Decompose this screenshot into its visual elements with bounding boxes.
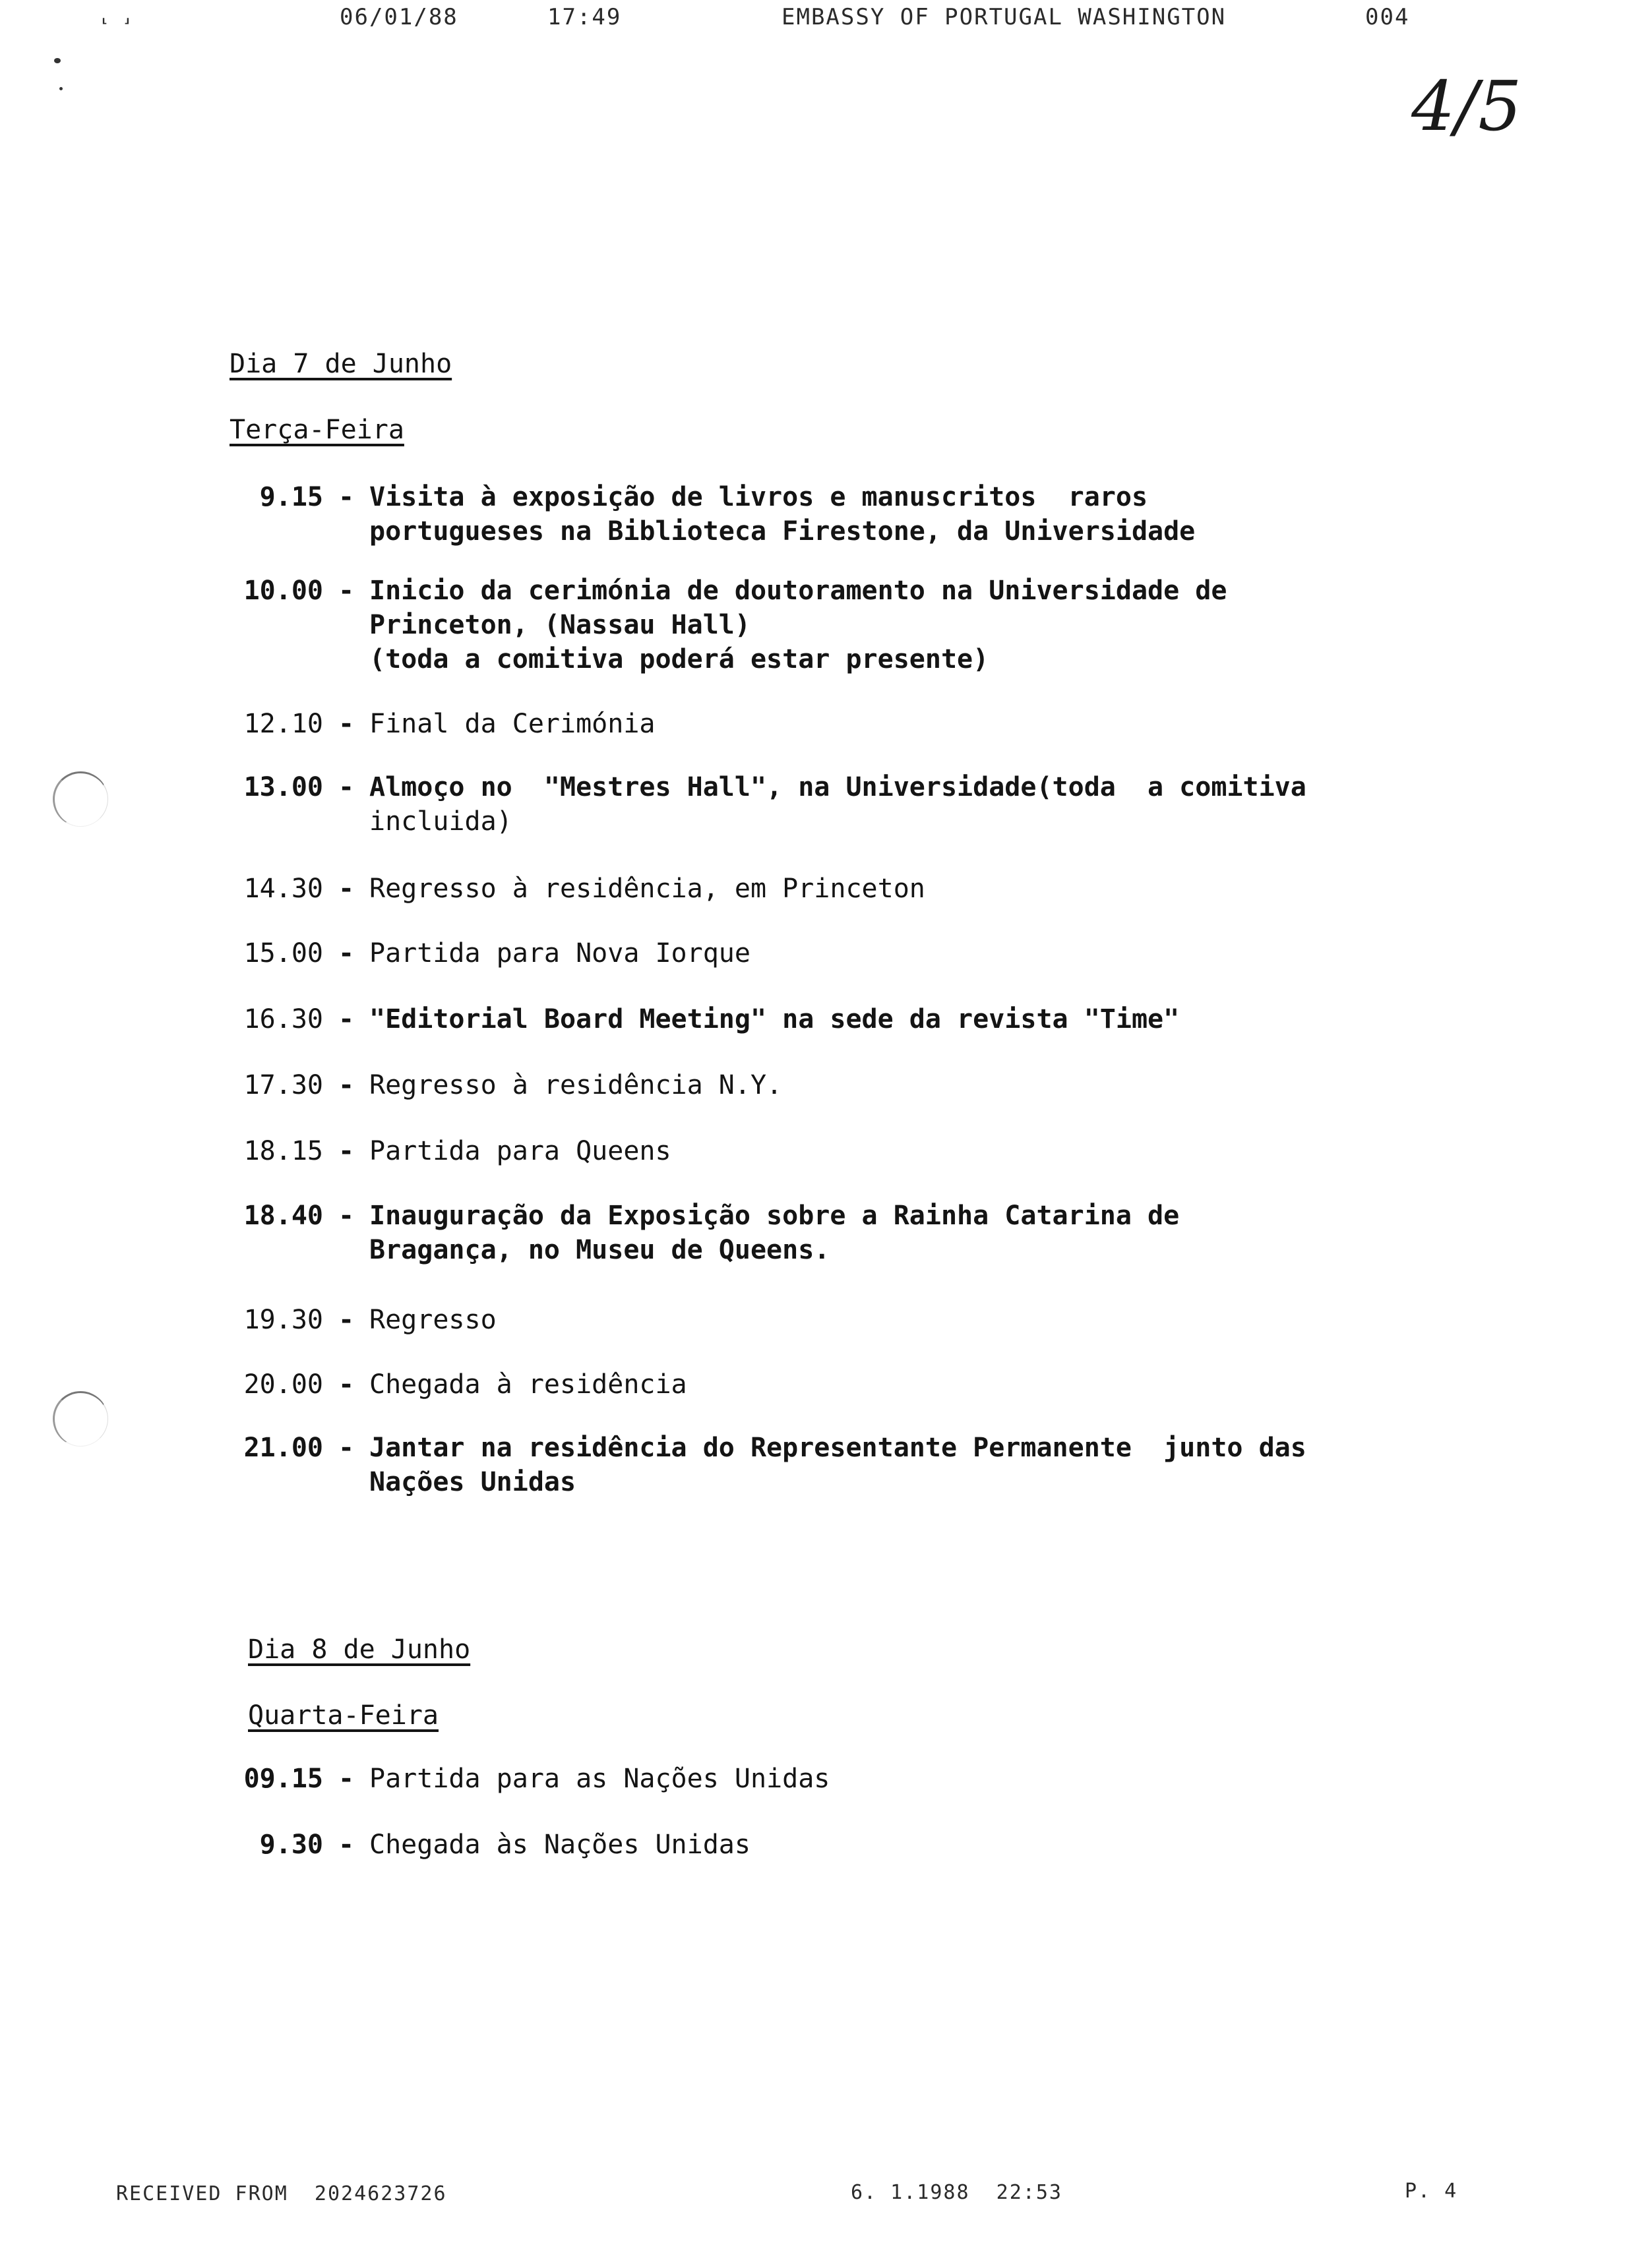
handwritten-page-number: 4/5 <box>1411 66 1522 146</box>
entry-description <box>369 1431 1385 1499</box>
entry-description <box>369 1134 1385 1168</box>
entry-dash: - <box>338 874 355 904</box>
entry-line: incluida) <box>369 806 512 837</box>
entry-description <box>369 1002 1385 1036</box>
entry-line: Partida para Queens <box>369 1136 671 1166</box>
entry-dash: - <box>338 1070 355 1100</box>
schedule-entry <box>198 872 1385 906</box>
fax-header-page-code: 004 <box>1365 4 1410 30</box>
entry-line: Jantar na residência do Representante Permanente junto das <box>369 1433 1306 1463</box>
entry-dash: - <box>338 1433 355 1463</box>
entry-description <box>369 707 1385 741</box>
entry-line: Visita à exposição de livros e manuscritos raros <box>369 482 1148 512</box>
entry-description <box>369 574 1385 676</box>
entry-time: 10.00 <box>243 576 323 606</box>
entry-description <box>369 1828 1385 1862</box>
margin-speck <box>54 58 61 63</box>
entry-description <box>369 1303 1385 1337</box>
fax-footer <box>0 2176 1625 2215</box>
entry-line: Partida para Nova Iorque <box>369 938 751 969</box>
entry-time: 17.30 <box>243 1070 323 1100</box>
schedule-entry <box>198 1762 1385 1796</box>
entry-description <box>369 1199 1385 1267</box>
schedule-entry <box>198 574 1385 676</box>
entry-line: Nações Unidas <box>369 1467 576 1497</box>
entry-description <box>369 872 1385 906</box>
schedule-entry <box>198 1367 1385 1402</box>
schedule-entry <box>198 480 1385 549</box>
entry-line: Inicio da cerimónia de doutoramento na Universidade de <box>369 576 1227 606</box>
entry-line: Princeton, (Nassau Hall) <box>369 610 751 640</box>
day-1-date-heading: Dia 7 de Junho <box>230 349 452 379</box>
entry-dash: - <box>338 1369 355 1400</box>
entry-time: 21.00 <box>243 1433 323 1463</box>
schedule-entry <box>198 1199 1385 1267</box>
entry-dash: - <box>338 1004 355 1034</box>
entry-line: Regresso à residência, em Princeton <box>369 874 925 904</box>
fax-mark: ⸤ ⸥ <box>99 7 134 26</box>
entry-time: 18.15 <box>243 1136 323 1166</box>
entry-time: 18.40 <box>243 1201 323 1231</box>
entry-dash: - <box>338 482 355 512</box>
entry-time: 9.15 <box>259 482 323 512</box>
schedule-entry <box>198 1303 1385 1337</box>
entry-time: 16.30 <box>243 1004 323 1034</box>
entry-dash: - <box>338 576 355 606</box>
day-1-weekday-heading: Terça-Feira <box>230 415 404 445</box>
entry-line: Partida para as Nações Unidas <box>369 1764 830 1794</box>
day-2-weekday-heading: Quarta-Feira <box>248 1700 439 1731</box>
entry-line: Regresso à residência N.Y. <box>369 1070 783 1100</box>
entry-description <box>369 1762 1385 1796</box>
entry-dash: - <box>338 938 355 969</box>
entry-description <box>369 1068 1385 1102</box>
entry-time: 9.30 <box>259 1830 323 1860</box>
schedule-entry <box>198 1002 1385 1036</box>
entry-dash: - <box>338 1201 355 1231</box>
fax-footer-page: P. 4 <box>1405 2180 1458 2203</box>
entry-time: 14.30 <box>243 874 323 904</box>
fax-header-date: 06/01/88 <box>340 4 458 30</box>
entry-description <box>369 770 1385 839</box>
entry-time: 13.00 <box>243 772 323 802</box>
entry-description <box>369 480 1385 549</box>
schedule-entry <box>198 770 1385 839</box>
schedule-entry <box>198 707 1385 741</box>
entry-time: 15.00 <box>243 938 323 969</box>
schedule-entry <box>198 1068 1385 1102</box>
entry-line: portugueses na Biblioteca Firestone, da Universidade <box>369 516 1196 547</box>
entry-description <box>369 936 1385 970</box>
entry-line: Regresso <box>369 1305 497 1335</box>
entry-line: Inauguração da Exposição sobre a Rainha Catarina de <box>369 1201 1180 1231</box>
fax-header-sender: EMBASSY OF PORTUGAL WASHINGTON <box>782 4 1227 30</box>
day-2-date-heading: Dia 8 de Junho <box>248 1634 471 1665</box>
entry-line: Almoço no "Mestres Hall", na Universidade(toda a comitiva <box>369 772 1306 802</box>
entry-time: 09.15 <box>243 1764 323 1794</box>
fax-header <box>0 0 1625 40</box>
schedule-entry <box>198 1431 1385 1499</box>
entry-line: "Editorial Board Meeting" na sede da revista "Time" <box>369 1004 1180 1034</box>
entry-line: Chegada à residência <box>369 1369 687 1400</box>
entry-dash: - <box>338 772 355 802</box>
schedule-entry <box>198 1828 1385 1862</box>
entry-time: 20.00 <box>243 1369 323 1400</box>
entry-line: Chegada às Nações Unidas <box>369 1830 751 1860</box>
entry-time: 12.10 <box>243 709 323 739</box>
fax-header-time: 17:49 <box>547 4 622 30</box>
schedule-entry <box>198 1134 1385 1168</box>
entry-dash: - <box>338 1305 355 1335</box>
entry-dash: - <box>338 1764 355 1794</box>
fax-footer-datetime: 6. 1.1988 22:53 <box>851 2181 1062 2204</box>
entry-description <box>369 1367 1385 1402</box>
margin-speck <box>59 87 63 90</box>
fax-footer-received: RECEIVED FROM 2024623726 <box>116 2182 447 2205</box>
entry-line: Final da Cerimónia <box>369 709 656 739</box>
schedule-entry <box>198 936 1385 970</box>
entry-dash: - <box>338 1830 355 1860</box>
entry-line: (toda a comitiva poderá estar presente) <box>369 644 989 674</box>
entry-dash: - <box>338 709 355 739</box>
hole-punch-mark <box>53 771 108 827</box>
entry-dash: - <box>338 1136 355 1166</box>
hole-punch-mark <box>53 1391 108 1447</box>
entry-time: 19.30 <box>243 1305 323 1335</box>
entry-line: Bragança, no Museu de Queens. <box>369 1235 830 1265</box>
